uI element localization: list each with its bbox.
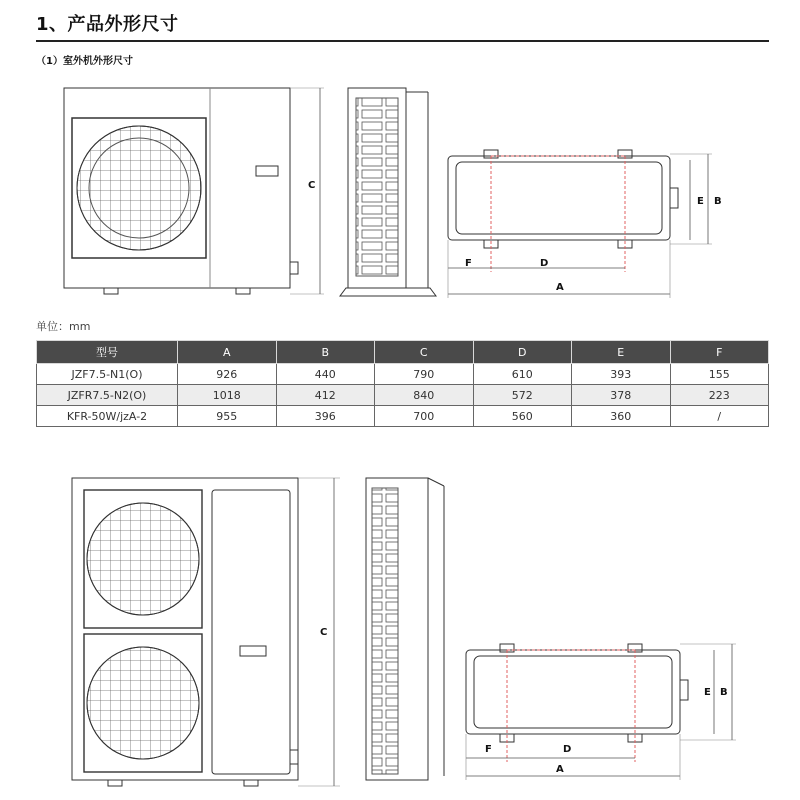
dim-label-d: D xyxy=(540,258,549,269)
dim-label-e-2: E xyxy=(704,687,711,698)
table-header: 型号 xyxy=(37,341,178,364)
table-header: A xyxy=(178,341,277,364)
table-header: E xyxy=(572,341,671,364)
table-cell: 790 xyxy=(375,364,474,385)
table-cell: 378 xyxy=(572,385,671,406)
table-cell: JZF7.5-N1(O) xyxy=(37,364,178,385)
unit1-side-view xyxy=(340,88,436,296)
table-cell: 396 xyxy=(276,406,375,427)
table-cell: 1018 xyxy=(178,385,277,406)
dim-label-f: F xyxy=(465,258,472,269)
table-cell: 840 xyxy=(375,385,474,406)
table-header: C xyxy=(375,341,474,364)
unit2-side-view xyxy=(366,478,444,780)
table-cell: JZFR7.5-N2(O) xyxy=(37,385,178,406)
table-header: B xyxy=(276,341,375,364)
unit2-top-view xyxy=(466,644,736,780)
dim-label-c: C xyxy=(308,180,316,191)
table-header: D xyxy=(473,341,572,364)
dim-label-b-2: B xyxy=(720,687,728,698)
table-cell: 440 xyxy=(276,364,375,385)
table-cell: 155 xyxy=(670,364,769,385)
table-cell: 360 xyxy=(572,406,671,427)
dim-label-a-2: A xyxy=(556,764,564,775)
dim-label-d-2: D xyxy=(563,744,572,755)
unit1-front-view xyxy=(64,88,324,294)
table-cell: / xyxy=(670,406,769,427)
table-cell: 223 xyxy=(670,385,769,406)
dim-label-a: A xyxy=(556,282,564,293)
dim-label-b: B xyxy=(714,196,722,207)
dim-label-f-2: F xyxy=(485,744,492,755)
section-title: 1、产品外形尺寸 xyxy=(36,14,179,35)
subsection-title: （1）室外机外形尺寸 xyxy=(36,56,133,67)
unit2-front-view xyxy=(72,478,340,786)
dim-label-e: E xyxy=(697,196,704,207)
table-cell: 955 xyxy=(178,406,277,427)
unit1-top-view xyxy=(448,150,712,298)
table-cell: 572 xyxy=(473,385,572,406)
table-cell: 412 xyxy=(276,385,375,406)
unit-label: 单位：mm xyxy=(36,320,91,333)
table-row xyxy=(37,385,769,406)
table-cell: 700 xyxy=(375,406,474,427)
dimension-table xyxy=(36,340,769,427)
table-cell: KFR-50W/jzA-2 xyxy=(37,406,178,427)
table-cell: 393 xyxy=(572,364,671,385)
table-header: F xyxy=(670,341,769,364)
table-cell: 560 xyxy=(473,406,572,427)
dim-label-c-2: C xyxy=(320,627,328,638)
table-header-row xyxy=(37,341,769,364)
table-row xyxy=(37,406,769,427)
table-cell: 926 xyxy=(178,364,277,385)
table-row xyxy=(37,364,769,385)
table-cell: 610 xyxy=(473,364,572,385)
